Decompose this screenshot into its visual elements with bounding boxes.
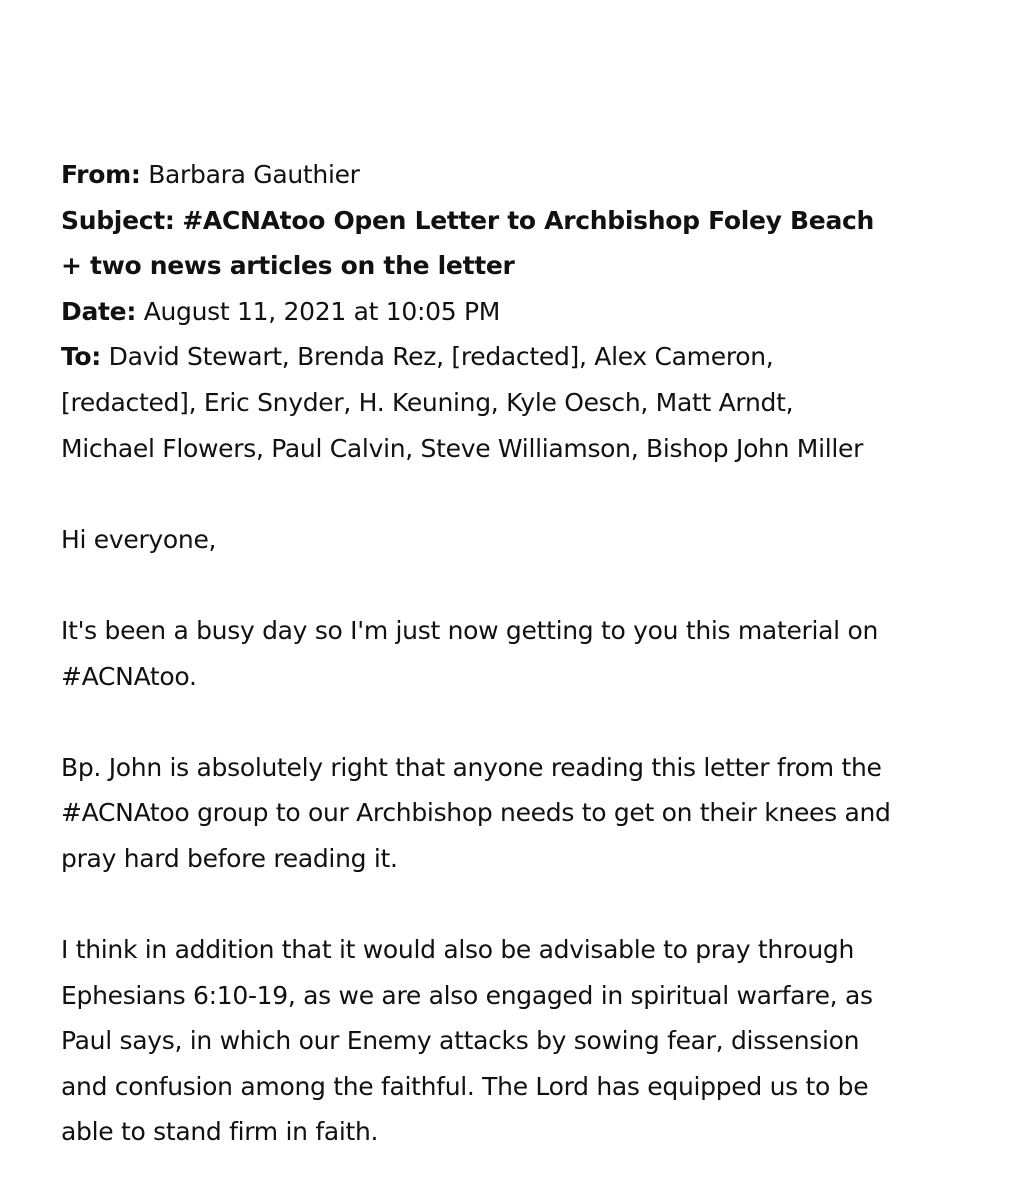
- date-line: [61, 289, 891, 335]
- from-line: [61, 152, 891, 198]
- paragraph-2: Bp. John is absolutely right that anyone reading this letter from the #ACNAtoo group to our Archbishop needs to get on their knees and pray hard before reading it.: [61, 752, 891, 873]
- to-label: To:: [61, 342, 102, 372]
- spacer: [61, 471, 891, 517]
- paragraph-3: I think in addition that it would also be advisable to pray through Ephesians 6:10-19, as we are also engaged in spiritual warfare, as Paul says, in which our Enemy attacks by sowing fear, dissension and confusion among the faithful. The Lord has equipped us to be able to stand firm in faith.: [61, 935, 873, 1147]
- from-value: Barbara Gauthier: [148, 160, 360, 189]
- subject-line: [61, 198, 891, 289]
- subject-value: #ACNAtoo Open Letter to Archbishop Foley Beach + two news articles on the letter: [61, 205, 875, 281]
- paragraph-1: It's been a busy day so I'm just now getting to you this material on #ACNAtoo.: [61, 615, 879, 691]
- to-value: David Stewart, Brenda Rez, [redacted], Alex Cameron, [redacted], Eric Snyder, H. Keuning, Kyle Oesch, Matt Arndt, Michael Flowers, Paul Calvin, Steve Williamson, Bishop John Miller: [61, 342, 864, 463]
- date-value: August 11, 2021 at 10:05 PM: [143, 296, 501, 326]
- greeting: Hi everyone,: [61, 524, 217, 554]
- to-line: [61, 334, 891, 471]
- email-document: [61, 152, 891, 1201]
- subject-label: Subject:: [61, 205, 175, 235]
- from-label: From:: [61, 160, 141, 189]
- date-label: Date:: [61, 296, 137, 326]
